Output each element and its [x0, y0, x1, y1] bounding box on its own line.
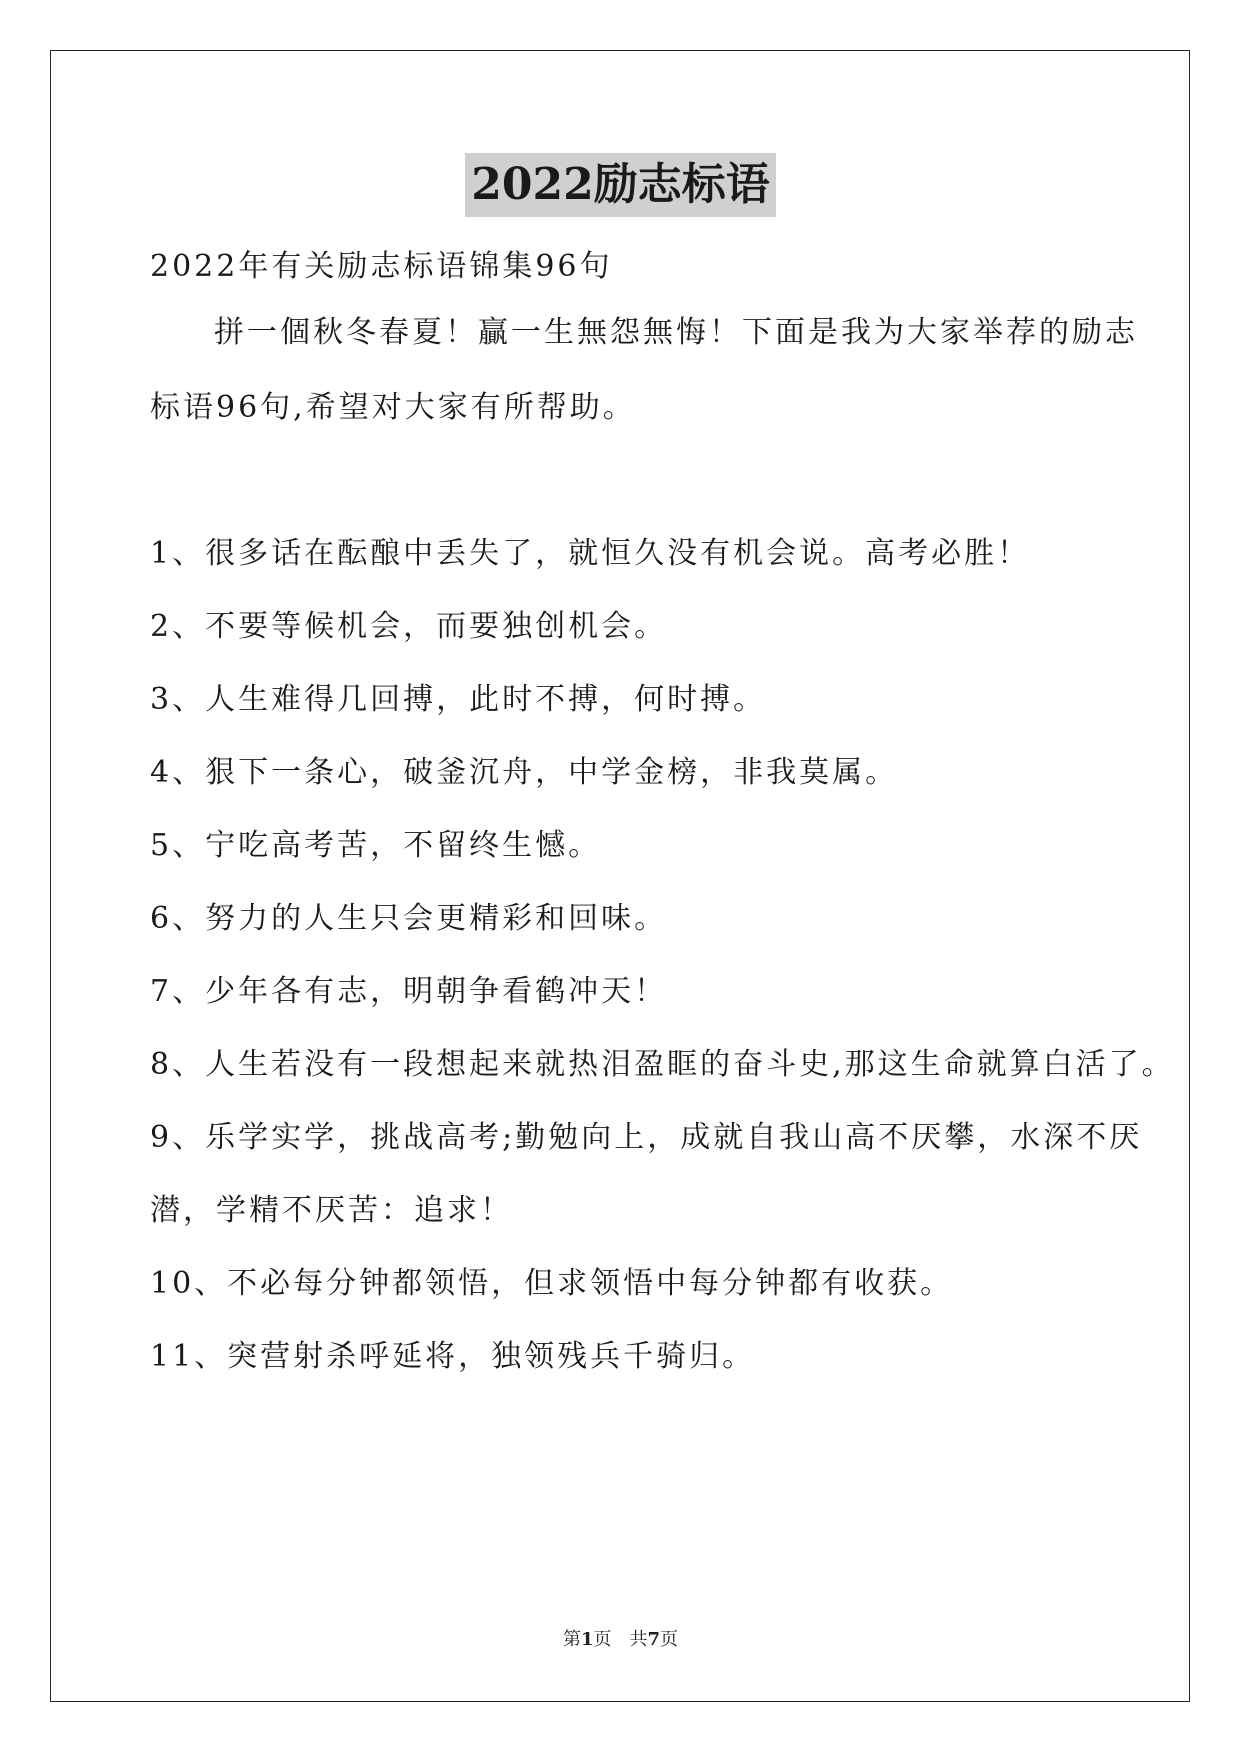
footer-page-prefix: 第: [562, 1629, 581, 1650]
list-item: 2、不要等候机会，而要独创机会。: [150, 609, 668, 644]
list-item: 8、人生若没有一段想起来就热泪盈眶的奋斗史,那这生命就算白活了。: [150, 1047, 1175, 1082]
list-item: 1、很多话在酝酿中丢失了，就恒久没有机会说。高考必胜！: [150, 536, 1031, 571]
list-item: 9、乐学实学，挑战高考;勤勉向上，成就自我山高不厌攀，水深不厌: [150, 1120, 1143, 1155]
intro-paragraph-line-2: 标语96句,希望对大家有所帮助。: [150, 390, 636, 425]
footer-page-mid: 页 共: [593, 1629, 648, 1650]
list-item-continuation: 潜，学精不厌苦：追求！: [150, 1193, 513, 1228]
page-border: [50, 50, 1190, 1702]
document-subtitle: 2022年有关励志标语锦集96句: [150, 249, 613, 284]
list-item: 6、努力的人生只会更精彩和回味。: [150, 901, 668, 936]
footer-total-pages: 7: [647, 1629, 661, 1650]
list-item: 10、不必每分钟都领悟，但求领悟中每分钟都有收获。: [150, 1266, 954, 1301]
footer-current-page: 1: [580, 1629, 594, 1650]
footer-page-suffix: 页: [660, 1629, 679, 1650]
list-item: 11、突营射杀呼延将，独领残兵千骑归。: [150, 1339, 756, 1374]
page-footer: [0, 1625, 1241, 1651]
document-title: 2022励志标语: [465, 153, 775, 217]
intro-paragraph-line-1: 拼一個秋冬春夏！贏一生無怨無悔！下面是我为大家举荐的励志: [214, 315, 1138, 350]
list-item: 3、人生难得几回搏，此时不搏，何时搏。: [150, 682, 767, 717]
list-item: 4、狠下一条心，破釜沉舟，中学金榜，非我莫属。: [150, 755, 899, 790]
list-item: 7、少年各有志，明朝争看鹤冲天！: [150, 974, 668, 1009]
title-container: [0, 153, 1241, 217]
list-item: 5、宁吃高考苦，不留终生憾。: [150, 828, 602, 863]
